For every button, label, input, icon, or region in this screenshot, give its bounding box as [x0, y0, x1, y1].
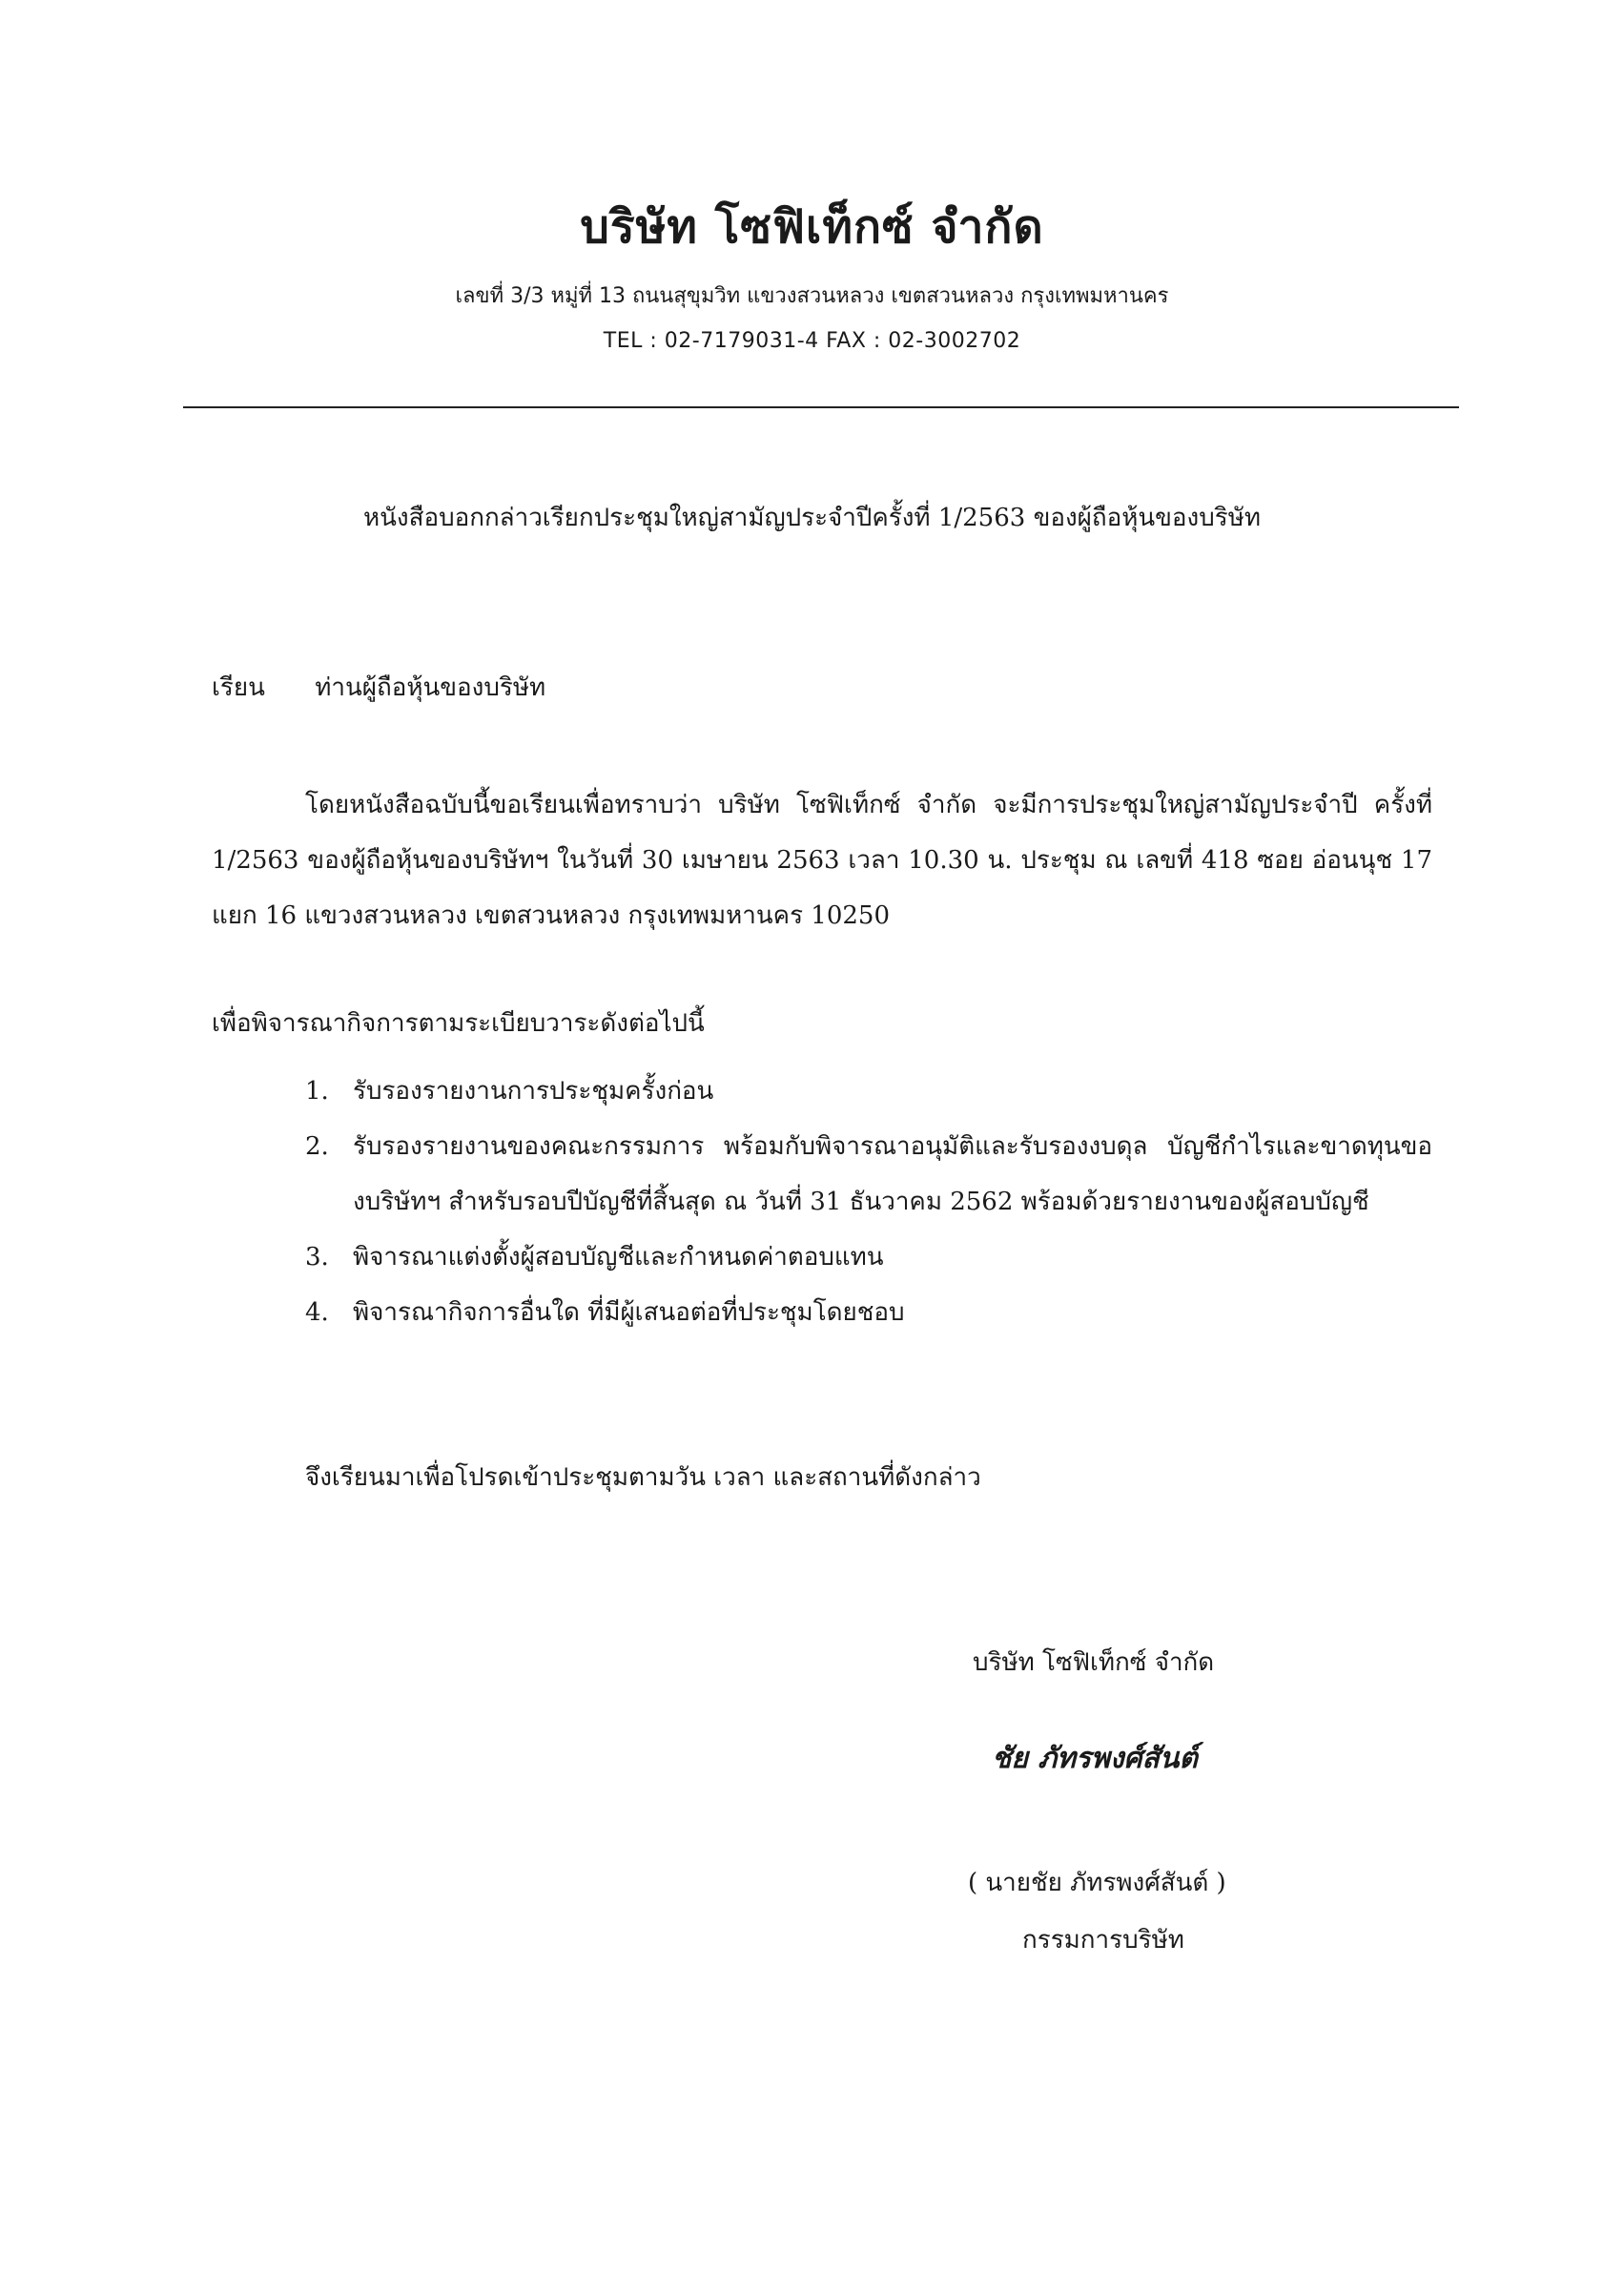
signature-company: บริษัท โซฟิเท็กซ์ จำกัด — [973, 1648, 1215, 1677]
agenda-item-number: 3. — [305, 1243, 329, 1272]
agenda-item-number: 2. — [305, 1132, 329, 1161]
agenda-item-text: พิจารณากิจการอื่นใด ที่มีผู้เสนอต่อที่ประชุมโดยชอบ — [353, 1298, 905, 1327]
agenda-list — [305, 1064, 1432, 1340]
agenda-intro: เพื่อพิจารณากิจการตามระเบียบวาระดังต่อไปนี้ — [212, 1009, 705, 1038]
company-contact: TEL : 02-7179031-4 FAX : 02-3002702 — [603, 329, 1021, 353]
handwritten-signature: ชัย ภัทรพงศ์สันต์ — [992, 1742, 1198, 1775]
agenda-item — [305, 1285, 1432, 1340]
agenda-item — [305, 1064, 1432, 1119]
header-divider — [183, 406, 1459, 408]
agenda-item-number: 1. — [305, 1077, 329, 1106]
closing-line: จึงเรียนมาเพื่อโปรดเข้าประชุมตามวัน เวลา และสถานที่ดังกล่าว — [305, 1463, 981, 1492]
agenda-item-number: 4. — [305, 1298, 329, 1327]
agenda-item-text: รับรองรายงานการประชุมครั้งก่อน — [353, 1077, 714, 1106]
company-address: เลขที่ 3/3 หมู่ที่ 13 ถนนสุขุมวิท แขวงสวนหลวง เขตสวนหลวง กรุงเทพมหานคร — [455, 284, 1169, 308]
signatory-name: ( นายชัย ภัทรพงศ์สันต์ ) — [968, 1869, 1226, 1897]
agenda-item — [305, 1119, 1432, 1230]
company-name: บริษัท โซฟิเท็กซ์ จำกัด — [580, 200, 1044, 254]
agenda-item-text: รับรองรายงานของคณะกรรมการ พร้อมกับพิจารณาอนุมัติและรับรองงบดุล บัญชีกำไรและขาดทุนของบริษัทฯ สำหรับรอบปีบัญชีที่สิ้นสุด ณ วันที่ 31 ธันวาคม 2562 พร้อมด้วยรายงานของผู้สอบบัญชี — [353, 1132, 1432, 1216]
salutation-label: เรียน — [212, 673, 265, 702]
body-paragraph: โดยหนังสือฉบับนี้ขอเรียนเพื่อทราบว่า บริษัท โซฟิเท็กซ์ จำกัด จะมีการประชุมใหญ่สามัญประจำปี ครั้งที่ 1/2563 ของผู้ถือหุ้นของบริษัทฯ ในวันที่ 30 เมษายน 2563 เวลา 10.30 น. ประชุม ณ เลขที่ 418 ซอย อ่อนนุช 17 แยก 16 แขวงสวนหลวง เขตสวนหลวง กรุงเทพมหานคร 10250 — [212, 791, 1432, 930]
agenda-item-text: พิจารณาแต่งตั้งผู้สอบบัญชีและกำหนดค่าตอบแทน — [353, 1243, 884, 1272]
letter-title: หนังสือบอกกล่าวเรียกประชุมใหญ่สามัญประจำปีครั้งที่ 1/2563 ของผู้ถือหุ้นของบริษัท — [362, 504, 1261, 532]
salutation — [212, 668, 545, 707]
signatory-title: กรรมการบริษัท — [1022, 1926, 1184, 1955]
agenda-item — [305, 1230, 1432, 1285]
salutation-recipient: ท่านผู้ถือหุ้นของบริษัท — [315, 673, 546, 702]
